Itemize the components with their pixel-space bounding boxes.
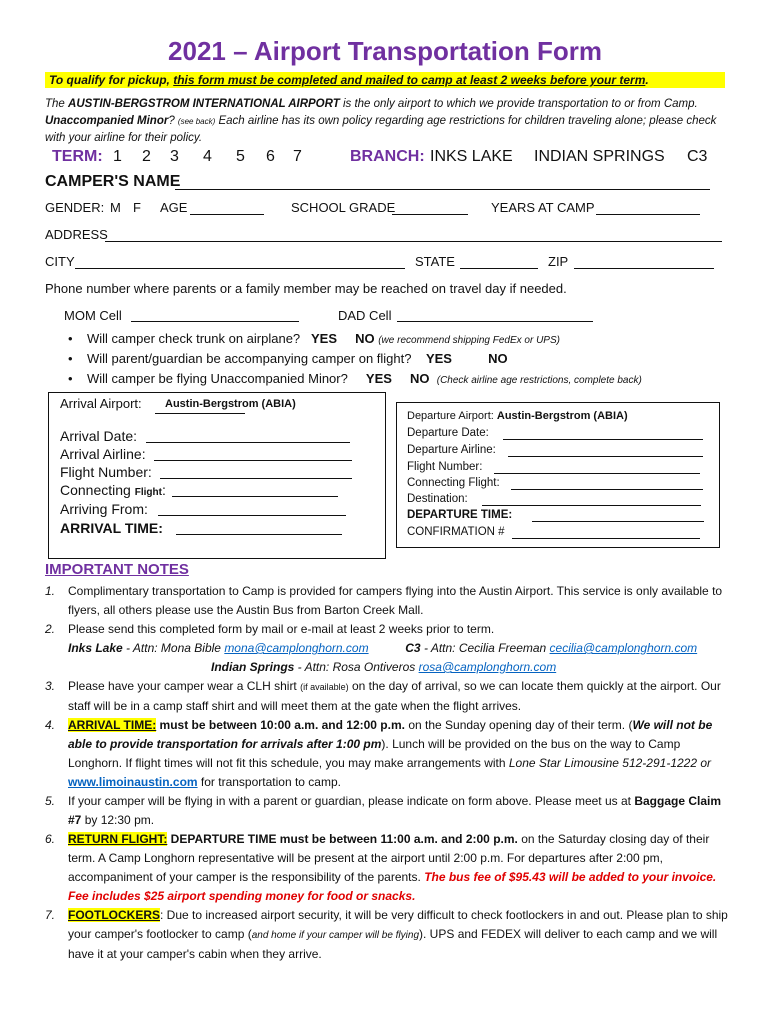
question-note: (we recommend shipping FedEx or UPS) (378, 335, 560, 346)
question-text: Will parent/guardian be accompanying camper on flight? (87, 351, 412, 366)
connecting-flight-small: Flight (134, 487, 162, 498)
zip-label: ZIP (548, 254, 569, 269)
note-3-small: (if available) (300, 682, 349, 692)
arrival-connecting-field[interactable] (172, 496, 338, 497)
departure-connecting-label: Connecting Flight: (407, 477, 500, 489)
branch-selector (350, 148, 425, 166)
limo-website-link[interactable]: www.limoinaustin.com (68, 775, 198, 789)
note-number: 7. (45, 908, 56, 922)
note-text (68, 716, 735, 792)
departure-airport-label (407, 410, 628, 422)
c3-contact (405, 641, 697, 655)
question-note: (Check airline age restrictions, complete back) (436, 375, 642, 386)
note-7-text-a: : Due to increased airport security, it will be very difficult to check footlockers in and out. Please plan to ship your camper's footlocker to camp ( (68, 908, 728, 941)
departure-airline-label: Departure Airline: (407, 444, 496, 456)
camper-name-label: CAMPER'S NAME (45, 173, 181, 190)
age-field[interactable] (190, 214, 264, 215)
gender-option-f[interactable]: F (133, 200, 141, 215)
intro-unaccompanied-minor: Unaccompanied Minor (45, 115, 169, 127)
term-option-5[interactable]: 5 (236, 148, 245, 165)
arrival-from-label: Arriving From: (60, 501, 148, 517)
intro-the: The (45, 98, 69, 110)
note-4-text-b: on the Sunday opening day of their term. ( (404, 718, 633, 732)
note-number: 4. (45, 718, 56, 732)
note-text (68, 906, 735, 964)
gender-option-m[interactable]: M (110, 200, 121, 215)
note-4 (45, 716, 735, 792)
arrival-time-label: ARRIVAL TIME: (60, 520, 163, 536)
c3-attn: - Attn: Cecilia Freeman (420, 641, 550, 655)
note-4-bold: must be between 10:00 a.m. and 12:00 p.m. (156, 718, 405, 732)
bullet-icon: • (68, 351, 73, 366)
departure-destination-field[interactable] (482, 505, 701, 506)
term-option-4[interactable]: 4 (203, 148, 212, 165)
intro-see-back: (see back) (177, 117, 216, 126)
important-notes-heading: IMPORTANT NOTES (45, 561, 189, 578)
departure-time-field[interactable] (532, 521, 704, 522)
departure-connecting-field[interactable] (511, 489, 703, 490)
departure-flight-field[interactable] (494, 473, 700, 474)
intro-text-2: Each airline has its own policy regarding age restrictions for children traveling alone; please check with your airline for their policy. (45, 115, 717, 144)
note-5 (45, 792, 735, 830)
return-flight-highlight: RETURN FLIGHT: (68, 832, 168, 846)
note-3-text-b: on the day of arrival, so we can locate them quickly at the airport. Our staff will be in a camp staff shirt and will meet them at the gate when the flight arrives. (68, 679, 721, 713)
departure-time-label: DEPARTURE TIME: (407, 509, 513, 521)
dad-cell-label: DAD Cell (338, 308, 392, 323)
dad-cell-field[interactable] (397, 321, 593, 322)
years-at-camp-label: YEARS AT CAMP (491, 200, 595, 215)
note-6 (45, 830, 735, 906)
intro-text-1: is the only airport to which we provide transportation to or from Camp. (339, 98, 698, 110)
school-grade-label: SCHOOL GRADE (291, 200, 396, 215)
arrival-from-field[interactable] (158, 515, 346, 516)
departure-time-text: DEPARTURE TIME (407, 509, 509, 521)
question-unaccompanied-minor (68, 371, 642, 386)
arrival-airport-value: Austin-Bergstrom (ABIA) (165, 398, 296, 410)
state-field[interactable] (460, 268, 538, 269)
note-7 (45, 906, 735, 964)
address-label: ADDRESS (45, 227, 108, 242)
note-number: 5. (45, 794, 56, 808)
arrival-time-highlight: ARRIVAL TIME: (68, 718, 157, 732)
note-1 (45, 582, 735, 620)
notice-pre: To qualify for pickup, (49, 73, 174, 87)
branch-option-inks-lake[interactable]: INKS LAKE (430, 148, 513, 165)
intro-q: ? (168, 115, 178, 127)
arrival-airport-label: Arrival Airport: (60, 396, 142, 411)
term-option-3[interactable]: 3 (170, 148, 179, 165)
branch-option-c3[interactable]: C3 (687, 148, 708, 165)
note-3-text-a: Please have your camper wear a CLH shirt (68, 679, 301, 693)
city-label: CITY (45, 254, 75, 269)
indian-springs-label: Indian Springs (211, 660, 295, 674)
departure-airline-field[interactable] (508, 456, 703, 457)
departure-airport-text: Departure Airport: (407, 410, 497, 422)
years-at-camp-field[interactable] (596, 214, 700, 215)
inks-lake-attn: - Attn: Mona Bible (122, 641, 225, 655)
question-text: Will camper be flying Unaccompanied Minor? (87, 371, 348, 386)
school-grade-field[interactable] (392, 214, 468, 215)
departure-destination-label: Destination: (407, 493, 468, 505)
arrival-connecting-label: Connecting Flight: (60, 482, 166, 498)
note-7-italic: and home if your camper will be flying (251, 930, 420, 941)
term-option-2[interactable]: 2 (142, 148, 151, 165)
confirmation-field[interactable] (512, 538, 700, 539)
arrival-airport-underline (155, 413, 245, 414)
note-text (68, 830, 735, 906)
mom-cell-label: MOM Cell (64, 308, 122, 323)
question-trunk (68, 331, 560, 346)
age-label: AGE (160, 200, 188, 215)
note-5-text-a: If your camper will be flying in with a parent or guardian, please indicate on form above. Please meet us at (68, 794, 635, 808)
inks-lake-email-link[interactable]: mona@camplonghorn.com (224, 641, 369, 655)
term-option-6[interactable]: 6 (266, 148, 275, 165)
city-field[interactable] (75, 268, 405, 269)
note-7-text-b: ). UPS and FEDEX will deliver to each camp and we will have it at your camper's cabin when they arrive. (68, 927, 718, 961)
answer-no[interactable]: NO (488, 351, 508, 366)
departure-airport-value: Austin-Bergstrom (ABIA) (496, 410, 628, 422)
indian-springs-attn: - Attn: Rosa Ontiveros (294, 660, 419, 674)
notice-deadline: this form must be completed and mailed to camp at least 2 weeks before your term (173, 73, 646, 87)
branch-option-indian-springs[interactable]: INDIAN SPRINGS (534, 148, 665, 165)
indian-springs-contact (68, 660, 556, 674)
note-2-text: Please send this completed form by mail or e-mail at least 2 weeks prior to term. (68, 622, 495, 636)
departure-date-label: Departure Date: (407, 427, 489, 439)
departure-flight-label: Flight Number: (407, 461, 483, 473)
state-label: STATE (415, 254, 455, 269)
arrival-time-field[interactable] (176, 534, 342, 535)
note-text (68, 792, 735, 830)
note-6-bold: DEPARTURE TIME must be between 11:00 a.m. and 2:00 p.m. (167, 832, 518, 846)
connecting-text: Connecting (60, 482, 131, 498)
inks-lake-contact (68, 639, 369, 658)
note-text (68, 620, 735, 677)
gender-label: GENDER: (45, 200, 105, 215)
departure-date-field[interactable] (503, 439, 703, 440)
form-title: 2021 – Airport Transportation Form (168, 36, 602, 66)
branch-label: BRANCH: (350, 148, 425, 165)
inks-lake-label: Inks Lake (68, 641, 123, 655)
note-5-text-c: by 12:30 pm. (81, 813, 155, 827)
note-text: Complimentary transportation to Camp is provided for campers flying into the Austin Airport. This service is only available to flyers, all others please use the Austin Bus from Barton Creek Mall. (68, 584, 723, 617)
bus-fee-notice: The bus fee of $95.43 will be added to your invoice. Fee includes $25 airport spending money for food or snacks. (68, 870, 717, 903)
limo-phone: Lone Star Limousine 512-291-1222 or (508, 756, 712, 770)
note-2 (45, 620, 735, 677)
note-number: 1. (45, 584, 56, 598)
note-4-text-d: for transportation to camp. (197, 775, 341, 789)
answer-no[interactable]: NO (355, 331, 375, 346)
footlockers-highlight: FOOTLOCKERS (68, 908, 160, 922)
answer-yes[interactable]: YES (425, 351, 452, 366)
answer-yes[interactable]: YES (365, 371, 392, 386)
camper-name-field[interactable] (175, 189, 710, 190)
term-option-7[interactable]: 7 (293, 148, 302, 165)
intro-airport: AUSTIN-BERGSTROM INTERNATIONAL AIRPORT (68, 98, 340, 110)
baggage-claim: Baggage Claim #7 (68, 794, 722, 827)
bullet-icon: • (68, 331, 73, 346)
arrival-date-field[interactable] (146, 442, 350, 443)
c3-label: C3 (405, 641, 421, 655)
address-field[interactable] (105, 241, 722, 242)
question-text: Will camper check trunk on airplane? (87, 331, 301, 346)
note-number: 6. (45, 832, 56, 846)
bullet-icon: • (68, 371, 73, 386)
answer-no[interactable]: NO (410, 371, 430, 386)
question-parent-accompany (68, 351, 508, 366)
arrival-flight-label: Flight Number: (60, 464, 152, 480)
arrival-time-text: ARRIVAL TIME (60, 520, 159, 536)
note-number: 2. (45, 622, 56, 636)
arrival-airline-field[interactable] (154, 460, 352, 461)
zip-field[interactable] (574, 268, 714, 269)
arrival-date-label: Arrival Date: (60, 428, 138, 444)
term-label: TERM: (52, 148, 103, 165)
arrival-airline-label: Arrival Airline: (60, 446, 146, 462)
note-text (68, 677, 735, 716)
phone-note: Phone number where parents or a family member may be reached on travel day if needed. (45, 281, 567, 296)
note-3 (45, 677, 735, 716)
intro-paragraph (45, 96, 735, 147)
indian-springs-email-link[interactable]: rosa@camplonghorn.com (418, 660, 557, 674)
notes-list (45, 582, 735, 964)
term-selector (52, 148, 103, 166)
answer-yes[interactable]: YES (311, 331, 338, 346)
notice-post: . (645, 73, 649, 87)
note-6-text-b: on the Saturday closing day of their term. A Camp Longhorn representative will be present at the airport until 2:00 p.m. For departures after 2:00 pm, accompaniment of your camper is the responsibility of the parents. (68, 832, 710, 884)
note-4-text-c: ). Lunch will be provided on the bus on the way to Camp Longhorn. If flight times will not fit this schedule, you may make arrangements with (68, 737, 681, 770)
note-4-warning: We will not be able to provide transportation for arrivals after 1:00 pm (68, 718, 713, 751)
arrival-flight-field[interactable] (160, 478, 352, 479)
c3-email-link[interactable]: cecilia@camplonghorn.com (549, 641, 698, 655)
term-option-1[interactable]: 1 (113, 148, 122, 165)
pickup-notice (45, 72, 725, 88)
note-number: 3. (45, 679, 56, 693)
mom-cell-field[interactable] (131, 321, 299, 322)
confirmation-label: CONFIRMATION # (407, 526, 505, 538)
